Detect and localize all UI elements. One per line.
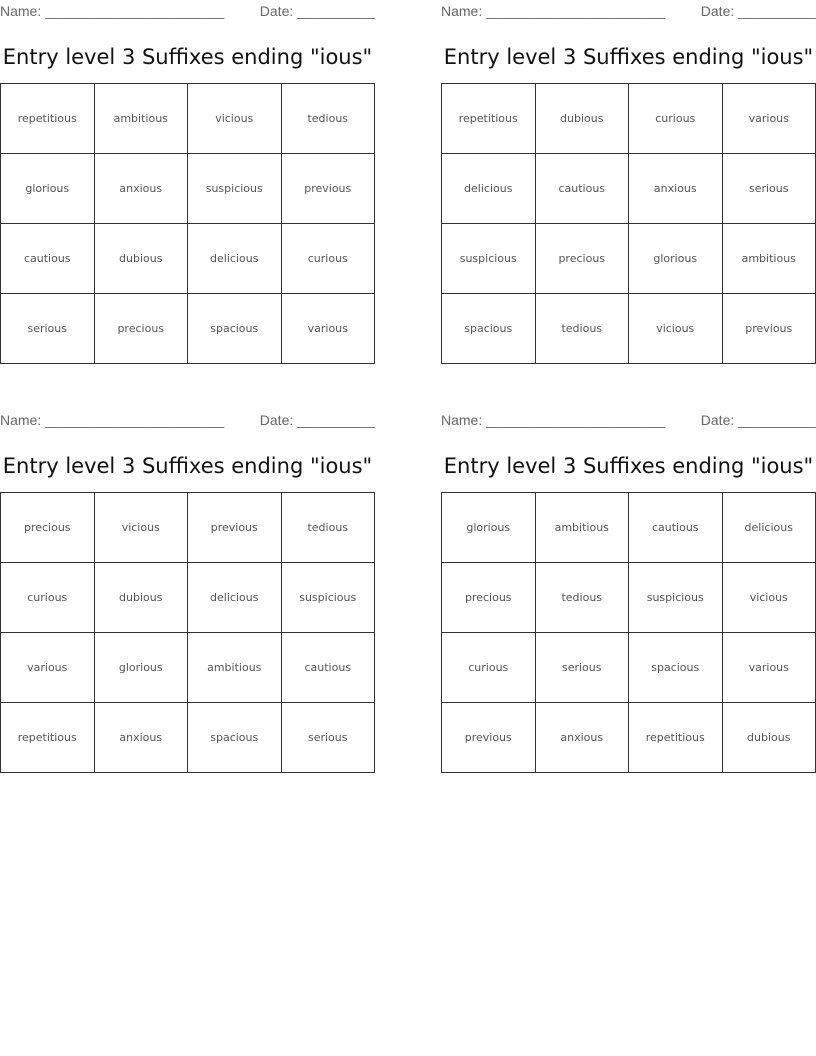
grid-cell: previous bbox=[442, 703, 536, 773]
grid-row bbox=[442, 154, 816, 224]
grid-cell: glorious bbox=[94, 633, 188, 703]
grid-cell: serious bbox=[1, 294, 95, 364]
grid-cell: tedious bbox=[535, 563, 629, 633]
grid-cell: precious bbox=[94, 294, 188, 364]
grid-cell: ambitious bbox=[535, 493, 629, 563]
grid-cell: serious bbox=[281, 703, 375, 773]
grid-cell: cautious bbox=[1, 224, 95, 294]
grid-cell: spacious bbox=[188, 703, 282, 773]
grid-cell: serious bbox=[722, 154, 816, 224]
grid-cell: anxious bbox=[94, 154, 188, 224]
bingo-card-3 bbox=[0, 409, 375, 744]
grid-cell: spacious bbox=[629, 633, 723, 703]
grid-cell: vicious bbox=[94, 493, 188, 563]
grid-cell: dubious bbox=[94, 224, 188, 294]
grid-cell: various bbox=[722, 84, 816, 154]
grid-cell: vicious bbox=[629, 294, 723, 364]
grid-cell: ambitious bbox=[188, 633, 282, 703]
grid-cell: suspicious bbox=[629, 563, 723, 633]
grid-cell: previous bbox=[722, 294, 816, 364]
bingo-card-1 bbox=[0, 0, 375, 335]
grid-cell: delicious bbox=[722, 493, 816, 563]
grid-cell: cautious bbox=[535, 154, 629, 224]
date-field: Date: __________ bbox=[700, 412, 816, 428]
name-field: Name: _______________________ bbox=[441, 3, 666, 19]
name-field: Name: _______________________ bbox=[441, 412, 666, 428]
grid-row bbox=[1, 84, 375, 154]
card-title: Entry level 3 Suffixes ending "ious" bbox=[443, 45, 814, 69]
card-header bbox=[441, 409, 816, 431]
card-title: Entry level 3 Suffixes ending "ious" bbox=[443, 454, 814, 478]
bingo-card-2 bbox=[441, 0, 816, 335]
grid-cell: suspicious bbox=[442, 224, 536, 294]
grid-row bbox=[442, 493, 816, 563]
grid-cell: serious bbox=[535, 633, 629, 703]
grid-cell: curious bbox=[629, 84, 723, 154]
grid-cell: curious bbox=[1, 563, 95, 633]
grid-cell: tedious bbox=[281, 493, 375, 563]
grid-cell: precious bbox=[535, 224, 629, 294]
grid-cell: spacious bbox=[442, 294, 536, 364]
grid-cell: anxious bbox=[535, 703, 629, 773]
grid-row bbox=[1, 493, 375, 563]
grid-row bbox=[442, 294, 816, 364]
grid-cell: ambitious bbox=[722, 224, 816, 294]
grid-cell: precious bbox=[442, 563, 536, 633]
bingo-grid bbox=[0, 83, 375, 364]
grid-row bbox=[1, 633, 375, 703]
date-field: Date: __________ bbox=[259, 3, 375, 19]
bingo-grid bbox=[0, 492, 375, 773]
bingo-grid bbox=[441, 83, 816, 364]
grid-cell: ambitious bbox=[94, 84, 188, 154]
card-header bbox=[441, 0, 816, 22]
grid-cell: repetitious bbox=[1, 703, 95, 773]
grid-row bbox=[442, 224, 816, 294]
grid-cell: dubious bbox=[94, 563, 188, 633]
date-field: Date: __________ bbox=[259, 412, 375, 428]
grid-cell: dubious bbox=[535, 84, 629, 154]
grid-cell: curious bbox=[442, 633, 536, 703]
name-field: Name: _______________________ bbox=[0, 3, 225, 19]
card-title: Entry level 3 Suffixes ending "ious" bbox=[2, 45, 373, 69]
bingo-card-4 bbox=[441, 409, 816, 744]
grid-cell: vicious bbox=[722, 563, 816, 633]
grid-cell: previous bbox=[188, 493, 282, 563]
card-header bbox=[0, 409, 375, 431]
grid-cell: suspicious bbox=[281, 563, 375, 633]
grid-row bbox=[1, 294, 375, 364]
grid-cell: spacious bbox=[188, 294, 282, 364]
grid-cell: various bbox=[1, 633, 95, 703]
card-title: Entry level 3 Suffixes ending "ious" bbox=[2, 454, 373, 478]
grid-row bbox=[442, 633, 816, 703]
bingo-grid bbox=[441, 492, 816, 773]
grid-cell: delicious bbox=[442, 154, 536, 224]
grid-cell: anxious bbox=[94, 703, 188, 773]
grid-row bbox=[442, 84, 816, 154]
grid-cell: various bbox=[722, 633, 816, 703]
grid-cell: repetitious bbox=[1, 84, 95, 154]
grid-cell: repetitious bbox=[442, 84, 536, 154]
grid-row bbox=[442, 703, 816, 773]
name-field: Name: _______________________ bbox=[0, 412, 225, 428]
grid-cell: tedious bbox=[535, 294, 629, 364]
grid-cell: various bbox=[281, 294, 375, 364]
grid-cell: cautious bbox=[281, 633, 375, 703]
grid-row bbox=[1, 563, 375, 633]
grid-cell: previous bbox=[281, 154, 375, 224]
grid-cell: cautious bbox=[629, 493, 723, 563]
grid-cell: anxious bbox=[629, 154, 723, 224]
date-field: Date: __________ bbox=[700, 3, 816, 19]
grid-cell: curious bbox=[281, 224, 375, 294]
grid-cell: suspicious bbox=[188, 154, 282, 224]
card-header bbox=[0, 0, 375, 22]
grid-cell: glorious bbox=[1, 154, 95, 224]
grid-cell: tedious bbox=[281, 84, 375, 154]
grid-cell: repetitious bbox=[629, 703, 723, 773]
grid-cell: delicious bbox=[188, 563, 282, 633]
grid-cell: precious bbox=[1, 493, 95, 563]
grid-row bbox=[1, 154, 375, 224]
grid-row bbox=[442, 563, 816, 633]
grid-cell: vicious bbox=[188, 84, 282, 154]
grid-row bbox=[1, 703, 375, 773]
grid-cell: glorious bbox=[442, 493, 536, 563]
grid-row bbox=[1, 224, 375, 294]
grid-cell: dubious bbox=[722, 703, 816, 773]
grid-cell: glorious bbox=[629, 224, 723, 294]
grid-cell: delicious bbox=[188, 224, 282, 294]
